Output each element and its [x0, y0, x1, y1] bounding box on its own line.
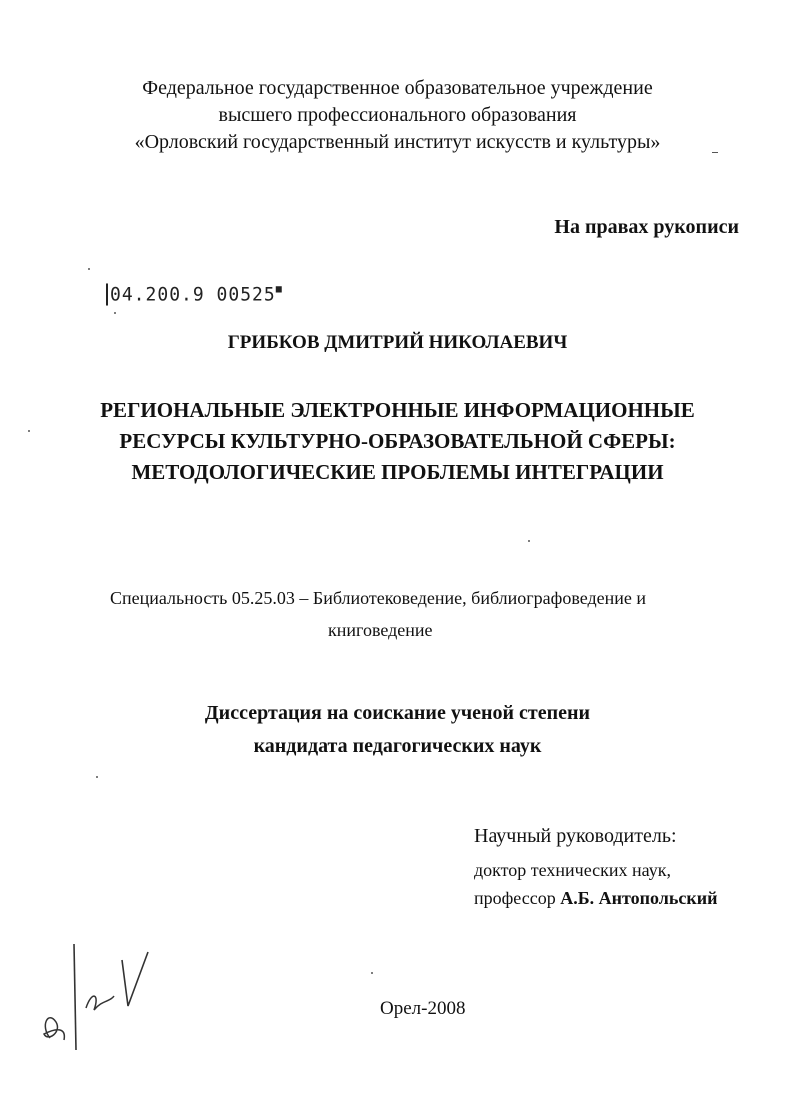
city-year: Орел-2008	[380, 998, 466, 1019]
title-line-1: РЕГИОНАЛЬНЫЕ ЭЛЕКТРОННЫЕ ИНФОРМАЦИОННЫЕ	[100, 398, 695, 422]
signature-image	[30, 930, 170, 1060]
supervisor-title: Научный руководитель:	[474, 825, 677, 847]
scan-speck	[712, 152, 718, 153]
manuscript-note: На правах рукописи	[554, 216, 739, 238]
author-name: ГРИБКОВ ДМИТРИЙ НИКОЛАЕВИЧ	[227, 332, 568, 353]
registration-number	[106, 283, 283, 305]
supervisor-position-label: профессор	[474, 888, 556, 908]
supervisor-position	[474, 888, 717, 909]
scan-speck	[528, 540, 530, 542]
institution-line-1: Федеральное государственное образовательное учреждение	[142, 77, 653, 99]
supervisor-degree: доктор технических наук,	[474, 860, 671, 880]
scan-speck	[371, 972, 373, 974]
institution-line-2: высшего профессионального образования	[218, 104, 577, 126]
title-line-2: РЕСУРСЫ КУЛЬТУРНО-ОБРАЗОВАТЕЛЬНОЙ СФЕРЫ:	[119, 429, 676, 453]
scan-speck	[114, 312, 116, 314]
specialty-line-2: книговедение	[328, 620, 433, 640]
specialty-line-1: Специальность 05.25.03 – Библиотековедение, библиографоведение и	[110, 588, 647, 608]
registration-prefix: 04.	[110, 283, 146, 306]
supervisor-name: А.Б. Антопольский	[560, 888, 718, 908]
institution-header	[0, 75, 795, 156]
scan-speck	[28, 430, 30, 432]
degree-line-2: кандидата педагогических наук	[253, 735, 542, 757]
scan-speck	[88, 268, 90, 270]
dissertation-degree	[0, 697, 795, 763]
dissertation-title	[0, 395, 795, 488]
registration-mark: ■	[275, 283, 283, 296]
registration-rest: 200.9 00525	[145, 283, 276, 306]
title-line-3: МЕТОДОЛОГИЧЕСКИЕ ПРОБЛЕМЫ ИНТЕГРАЦИИ	[131, 460, 664, 484]
scan-speck	[96, 776, 98, 778]
degree-line-1: Диссертация на соискание ученой степени	[204, 702, 591, 724]
institution-line-3: «Орловский государственный институт искусств и культуры»	[134, 131, 661, 153]
